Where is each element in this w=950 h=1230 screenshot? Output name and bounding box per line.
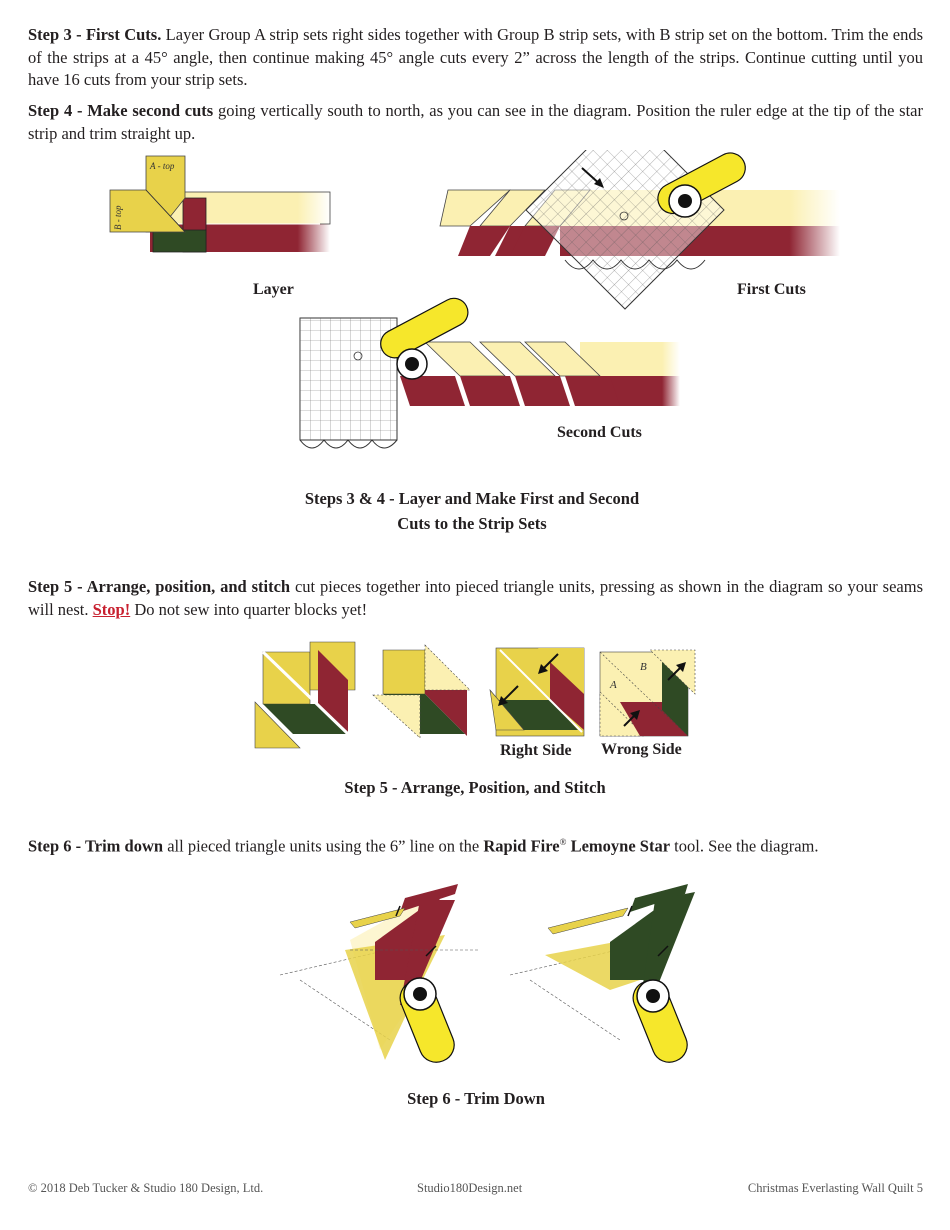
layer-label: Layer bbox=[253, 281, 294, 298]
footer-website[interactable]: Studio180Design.net bbox=[417, 1181, 523, 1195]
step6-paragraph bbox=[28, 831, 923, 858]
wrong-side-label: Wrong Side bbox=[601, 741, 682, 758]
step4-text: going vertically south to north, as you can see in the diagram. Position the ruler edge at the tip of the star strip and trim straight up. bbox=[28, 101, 923, 143]
triangle-unit-1 bbox=[255, 642, 355, 748]
step4-title: Step 4 - Make second cuts bbox=[28, 101, 214, 120]
a-top-label: A - top bbox=[150, 161, 175, 171]
step6-title: Step 6 - Trim down bbox=[28, 836, 164, 856]
step5-caption: Step 5 - Arrange, Position, and Stitch bbox=[344, 778, 606, 797]
triangle-unit-wrong-side bbox=[600, 650, 695, 736]
triangle-units-diagram bbox=[0, 630, 950, 760]
layer-diagram bbox=[110, 156, 330, 252]
trim-unit-red bbox=[280, 884, 480, 1067]
step6-text2: tool. See the diagram. bbox=[670, 836, 819, 856]
step5-paragraph bbox=[28, 576, 923, 621]
step5-title: Step 5 - Arrange, position, and stitch bbox=[28, 577, 291, 596]
first-cuts-label: First Cuts bbox=[737, 281, 806, 298]
second-cuts-label: Second Cuts bbox=[557, 424, 642, 441]
footer-copyright: © 2018 Deb Tucker & Studio 180 Design, Ltd. bbox=[28, 1181, 264, 1195]
step5-text: cut pieces together into pieced triangle units, pressing as shown in the diagram so your seams will nest. bbox=[28, 577, 923, 619]
strip-cutting-diagram bbox=[0, 150, 950, 460]
letter-a: A bbox=[610, 679, 617, 691]
step5-text2: Do not sew into quarter blocks yet! bbox=[130, 599, 368, 619]
letter-b: B bbox=[640, 661, 647, 673]
b-top-label: B - top bbox=[113, 205, 123, 230]
step3-text: Layer Group A strip sets right sides together with Group B strip sets, with B strip set on the bottom. Trim the ends of the strips at a 45° angle, then continue making 45° angle cuts every 2” across the length of the strips. Continue cutting until you have 16 cuts from your strip sets. bbox=[28, 25, 924, 89]
step4-paragraph bbox=[28, 100, 923, 145]
right-side-label: Right Side bbox=[500, 742, 572, 759]
footer-page: Christmas Everlasting Wall Quilt 5 bbox=[747, 1181, 923, 1195]
trim-down-diagram bbox=[0, 870, 950, 1085]
tool-name-2: Lemoyne Star bbox=[566, 836, 671, 856]
trim-unit-green bbox=[510, 884, 695, 1067]
figure1-caption-line2: Cuts to the Strip Sets bbox=[397, 514, 547, 533]
step6-caption: Step 6 - Trim Down bbox=[407, 1089, 545, 1108]
triangle-unit-2 bbox=[373, 645, 470, 738]
figure1-caption-line1: Steps 3 & 4 - Layer and Make First and Second bbox=[304, 489, 640, 508]
step3-title: Step 3 - First Cuts. bbox=[28, 25, 162, 44]
step6-text1: all pieced triangle units using the 6” line on the bbox=[163, 836, 484, 856]
step3-paragraph bbox=[28, 24, 923, 92]
tool-name: Rapid Fire bbox=[483, 836, 560, 856]
registered-mark: ® bbox=[559, 837, 567, 847]
triangle-unit-right-side bbox=[490, 648, 584, 736]
stop-warning: Stop! bbox=[92, 599, 131, 619]
